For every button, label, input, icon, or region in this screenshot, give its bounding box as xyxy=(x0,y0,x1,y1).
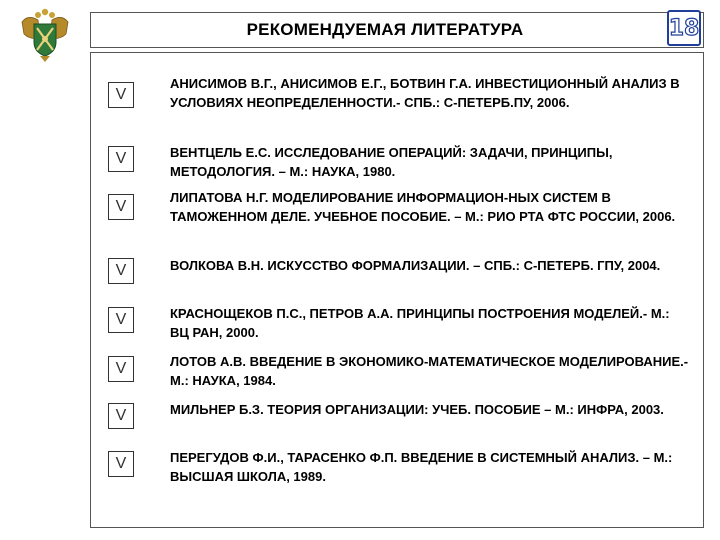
bullet-marker: V xyxy=(108,356,134,382)
bullet-marker: V xyxy=(108,146,134,172)
reference-text: КРАСНОЩЕКОВ П.С., ПЕТРОВ А.А. ПРИНЦИПЫ ПОСТРОЕНИЯ МОДЕЛЕЙ.- М.: ВЦ РАН, 2000. xyxy=(170,306,670,340)
reference-text: ПЕРЕГУДОВ Ф.И., ТАРАСЕНКО Ф.П. ВВЕДЕНИЕ В СИСТЕМНЫЙ АНАЛИЗ. – М.: ВЫСШАЯ ШКОЛА, 1989. xyxy=(170,450,673,484)
reference-text: ВОЛКОВА В.Н. ИСКУССТВО ФОРМАЛИЗАЦИИ. – СПБ.: С-ПЕТЕРБ. ГПУ, 2004. xyxy=(170,258,661,273)
reference-text: ЛОТОВ А.В. ВВЕДЕНИЕ В ЭКОНОМИКО-МАТЕМАТИЧЕСКОЕ МОДЕЛИРОВАНИЕ.- М.: НАУКА, 1984. xyxy=(170,354,689,388)
bullet-marker: V xyxy=(108,194,134,220)
reference-text: ЛИПАТОВА Н.Г. МОДЕЛИРОВАНИЕ ИНФОРМАЦИОН-НЫХ СИСТЕМ В ТАМОЖЕННОМ ДЕЛЕ. УЧЕБНОЕ ПОСОБИЕ. – М.: РИО РТА ФТС РОССИИ, 2006. xyxy=(170,190,676,224)
customs-emblem-icon xyxy=(14,8,76,64)
bullet-marker: V xyxy=(108,307,134,333)
bullet-marker: V xyxy=(108,82,134,108)
reference-text: МИЛЬНЕР Б.З. ТЕОРИЯ ОРГАНИЗАЦИИ: УЧЕБ. ПОСОБИЕ – М.: ИНФРА, 2003. xyxy=(170,402,664,417)
page-title: РЕКОМЕНДУЕМАЯ ЛИТЕРАТУРА xyxy=(246,20,524,39)
slide-number-badge: 18 xyxy=(667,10,701,46)
reference-text: ВЕНТЦЕЛЬ Е.С. ИССЛЕДОВАНИЕ ОПЕРАЦИЙ: ЗАДАЧИ, ПРИНЦИПЫ, МЕТОДОЛОГИЯ. – М.: НАУКА, 1980. xyxy=(170,145,613,179)
reference-text: АНИСИМОВ В.Г., АНИСИМОВ Е.Г., БОТВИН Г.А. ИНВЕСТИЦИОННЫЙ АНАЛИЗ В УСЛОВИЯХ НЕОПРЕДЕЛЕННОСТИ.- СПБ.: С-ПЕТЕРБ.ПУ, 2006. xyxy=(170,76,680,110)
bullet-marker: V xyxy=(108,403,134,429)
bullet-marker: V xyxy=(108,451,134,477)
bullet-marker: V xyxy=(108,258,134,284)
